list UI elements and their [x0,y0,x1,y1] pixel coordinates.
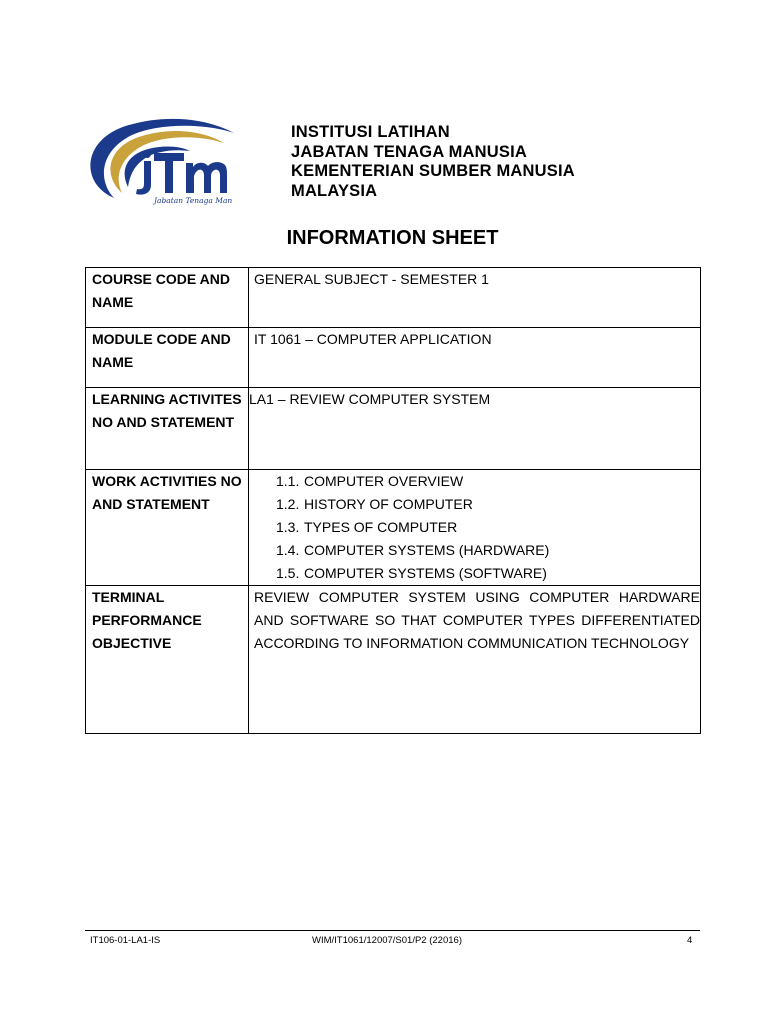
work-label: WORK ACTIVITIES NO AND STATEMENT [86,470,249,586]
list-item [276,562,700,585]
information-table [85,267,701,734]
document-title: INFORMATION SHEET [286,227,499,249]
list-item-number: 1.5. [276,565,300,581]
module-value: IT 1061 – COMPUTER APPLICATION [249,328,701,388]
footer-reference: WIM/IT1061/12007/S01/P2 (22016) [312,935,462,946]
learning-label: LEARNING ACTIVITES NO AND STATEMENT [86,388,249,470]
footer-doc-code: IT106-01-LA1-IS [90,935,161,946]
work-row [86,470,701,586]
footer-divider [85,930,700,931]
list-item [276,516,700,539]
learning-value: LA1 – REVIEW COMPUTER SYSTEM [249,388,701,470]
logo-tagline: Jabatan Tenaga Man [154,196,233,205]
list-item-text: COMPUTER SYSTEMS (HARDWARE) [304,542,550,558]
module-row [86,328,701,388]
list-item-text: COMPUTER SYSTEMS (SOFTWARE) [304,565,547,581]
page-number: 4 [687,935,693,946]
institution-line-3: KEMENTERIAN SUMBER MANUSIA [291,162,575,180]
module-label: MODULE CODE AND NAME [86,328,249,388]
list-item-number: 1.1. [276,473,300,489]
list-item-number: 1.2. [276,496,300,512]
work-list-cell [249,470,701,586]
list-item-number: 1.4. [276,542,300,558]
tpo-value: REVIEW COMPUTER SYSTEM USING COMPUTER HARDWARE AND SOFTWARE SO THAT COMPUTER TYPES DIFFERENTIATED ACCORDING TO INFORMATION COMMUNICATION TECHNOLOGY [249,586,701,734]
work-activities-list [254,470,700,585]
institution-line-2: JABATAN TENAGA MANUSIA [291,142,528,161]
list-item [276,470,700,493]
tpo-row [86,586,701,734]
list-item [276,493,700,516]
institution-line-4: MALAYSIA [291,181,378,200]
jtm-logo [84,113,249,208]
list-item [276,539,700,562]
list-item-text: HISTORY OF COMPUTER [304,496,473,512]
tpo-label: TERMINAL PERFORMANCE OBJECTIVE [86,586,249,734]
course-value: GENERAL SUBJECT - SEMESTER 1 [249,268,701,328]
course-row [86,268,701,328]
list-item-number: 1.3. [276,519,300,535]
learning-row [86,388,701,470]
list-item-text: COMPUTER OVERVIEW [304,473,464,489]
jtm-logo-graphic [84,113,249,208]
institution-line-1: INSTITUSI LATIHAN [291,123,450,141]
list-item-text: TYPES OF COMPUTER [304,519,458,535]
institution-block [291,123,575,201]
course-label: COURSE CODE AND NAME [86,268,249,328]
